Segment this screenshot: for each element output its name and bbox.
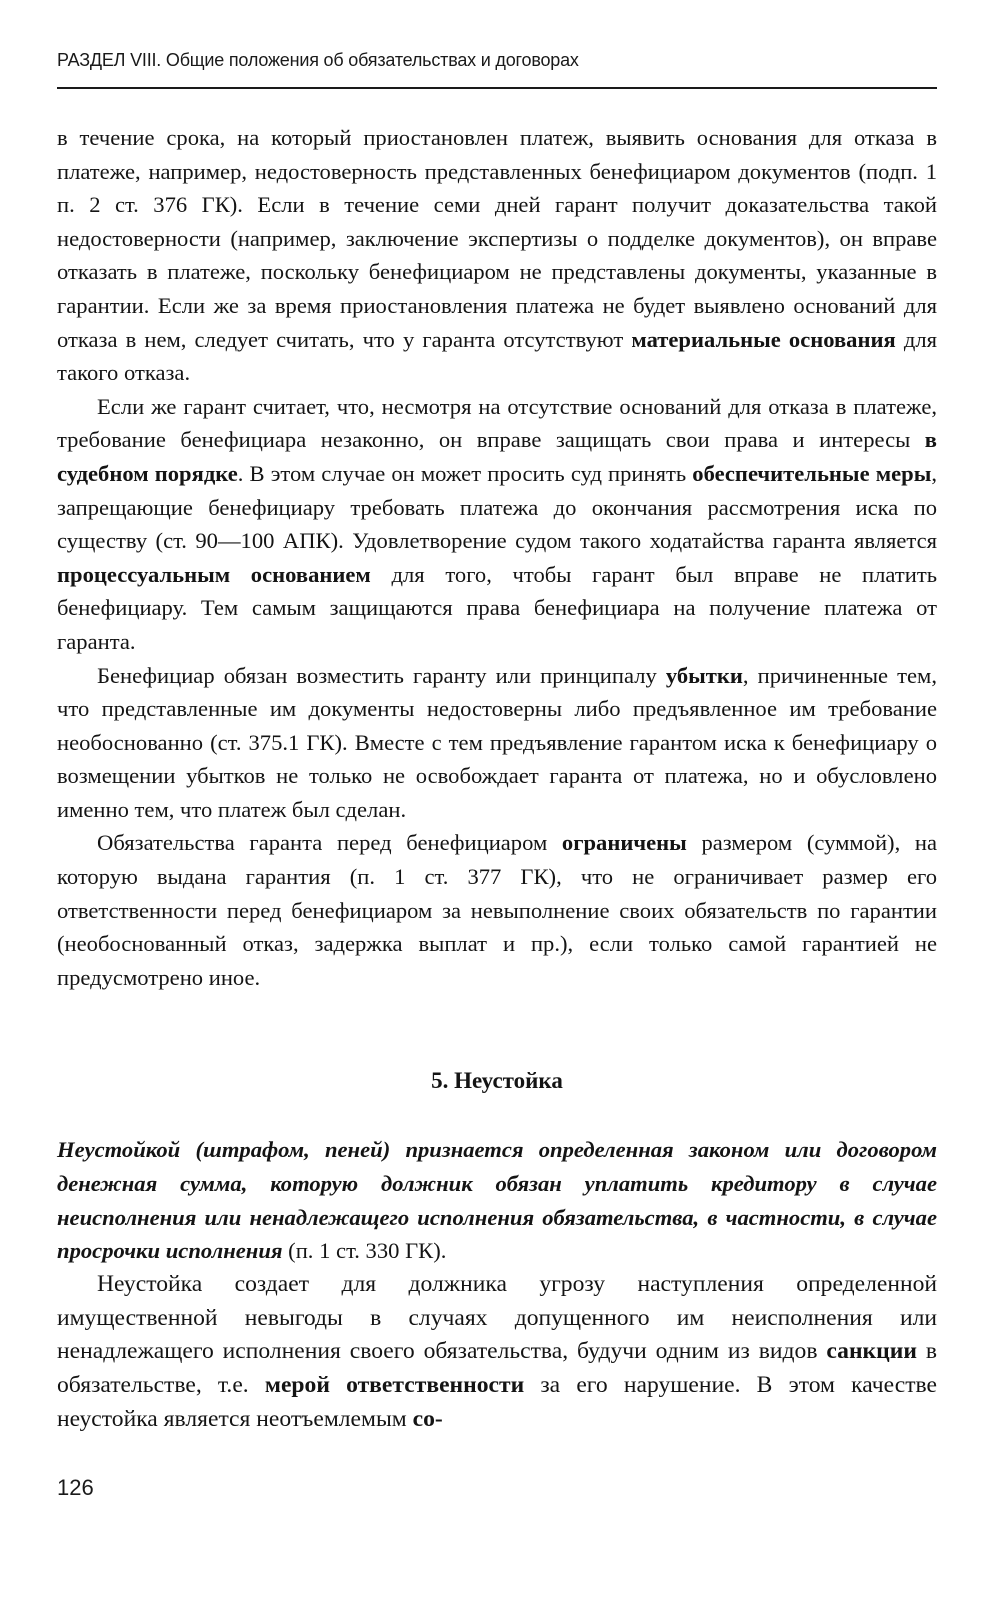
bold-term: процессуальным основанием — [57, 561, 371, 587]
bold-term: в судебном порядке — [57, 427, 937, 486]
bold-term: обеспечительные меры — [692, 460, 932, 486]
bold-term: ограничены — [561, 830, 687, 856]
bold-term: санкции — [826, 1338, 917, 1365]
paragraph: в течение срока, на который приостановлен платеж, выявить основания для отказа в платеже, например, недостоверность представленных бенефициаром документов (подп. 1 п. 2 ст. 376 ГК). Если в течение семи дней гарант получит доказательства такой недостоверности (например, заключение экспертизы о подделке документов), он вправе отказать в платеже, поскольку бенефициаром не представлены документы, указанные в гарантии. Если же за время приостановления платежа не будет выявлено оснований для отказа в нем, следует считать, что у гаранта отсутствуют материальные основания для такого отказа. — [57, 125, 937, 386]
running-header: РАЗДЕЛ VIII. Общие положения об обязательствах и договорах — [57, 50, 579, 70]
paragraph: Если же гарант считает, что, несмотря на отсутствие оснований для отказа в платеже, требование бенефициара незаконно, он вправе защищать свои права и интересы в судебном порядке. В этом случае он может просить суд принять обеспечительные меры, запрещающие бенефициару требовать платежа до окончания рассмотрения иска по существу (ст. 90—100 АПК). Удовлетворение судом такого ходатайства гаранта является процессуальным основанием для того, чтобы гарант был вправе не платить бенефициару. Тем самым защищаются права бенефициара на получение платежа от гаранта. — [57, 393, 937, 654]
body-text-lower — [57, 1133, 937, 1436]
paragraph: Бенефициар обязан возместить гаранту или принципалу убытки, причиненные тем, что представленные им документы недостоверны либо предъявленное им требование необоснованно (ст. 375.1 ГК). Вместе с тем предъявление гарантом иска к бенефициару о возмещении убытков не только не освобождает гаранта от платежа, но и обусловлено именно тем, что платеж был сделан. — [57, 662, 937, 822]
paragraph: Обязательства гаранта перед бенефициаром ограничены размером (суммой), на которую выдана гарантия (п. 1 ст. 377 ГК), что не ограничивает размер его ответственности перед бенефициаром за невыполнение своих обязательств по гарантии (необоснованный отказ, задержка выплат и пр.), если только самой гарантией не предусмотрено иное. — [57, 830, 937, 990]
bold-term: убытки — [665, 662, 743, 688]
page-number: 126 — [57, 1475, 94, 1500]
header-rule — [57, 87, 937, 89]
paragraph: Неустойка создает для должника угрозу наступления определенной имущественной невыгоды в случаях допущенного им неисполнения или ненадлежащего исполнения своего обязательства, будучи одним из видов санкции в обязательстве, т.е. мерой ответственности за его нарушение. В этом качестве неустойка является неотъемлемым со- — [57, 1271, 937, 1432]
definition-text: Неустойкой (штрафом, пеней) признается определенная законом или договором денежная сумма, которую должник обязан уплатить кредитору в случае неисполнения или ненадлежащего исполнения обязательства, в частности, в случае просрочки исполнения — [57, 1137, 937, 1264]
definition-paragraph: Неустойкой (штрафом, пеней) признается определенная законом или договором денежная сумма, которую должник обязан уплатить кредитору в случае неисполнения или ненадлежащего исполнения обязательства, в частности, в случае просрочки исполнения (п. 1 ст. 330 ГК). — [57, 1137, 937, 1264]
bold-term: со- — [412, 1405, 443, 1432]
body-text-upper — [57, 121, 937, 994]
bold-term: мерой ответственности — [264, 1371, 525, 1398]
bold-term: материальные основания — [631, 326, 896, 352]
section-heading: 5. Неустойка — [431, 1068, 563, 1093]
